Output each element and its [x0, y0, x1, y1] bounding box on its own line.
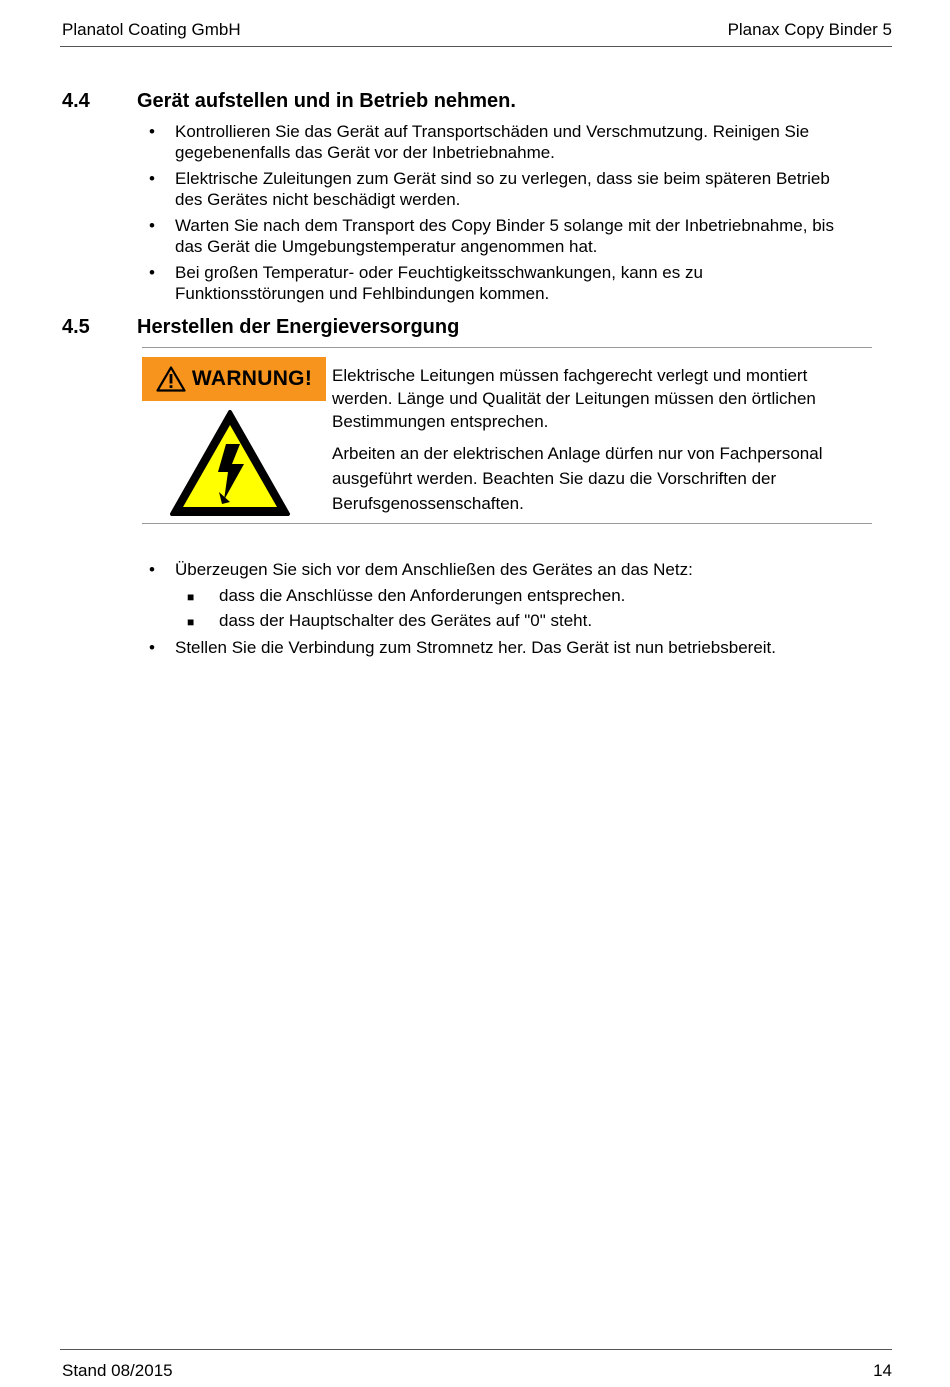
warning-line: Elektrische Leitungen müssen fachgerecht verlegt und montiert — [332, 366, 808, 385]
bullet-dot: • — [149, 263, 155, 282]
section-44-bullet-list — [149, 122, 879, 304]
list-item-line: Kontrollieren Sie das Gerät auf Transportschäden und Verschmutzung. Reinigen Sie — [175, 122, 810, 141]
list-item-line: gegebenenfalls das Gerät vor der Inbetriebnahme. — [175, 142, 555, 162]
header-rule — [60, 46, 892, 47]
page-number: 14 — [873, 1361, 892, 1380]
sub-list-item-text: dass der Hauptschalter des Gerätes auf "0" steht. — [219, 611, 593, 630]
bullet-dot: • — [149, 169, 155, 188]
warning-top-rule — [142, 347, 872, 348]
warning-label: WARNUNG! — [191, 367, 313, 390]
list-item — [149, 169, 879, 210]
header-product: Planax Copy Binder 5 — [727, 20, 892, 39]
warning-bottom-rule — [142, 523, 872, 524]
warning-paragraph-1 — [332, 364, 862, 433]
list-item-text: Stellen Sie die Verbindung zum Stromnetz her. Das Gerät ist nun betriebsbereit. — [175, 637, 776, 657]
list-item-text: Überzeugen Sie sich vor dem Anschließen des Gerätes an das Netz: — [175, 560, 693, 579]
bullet-dot: • — [149, 122, 155, 141]
bullet-dot: • — [149, 637, 155, 657]
warning-triangle-icon — [156, 366, 186, 392]
warning-line: ausgeführt werden. Beachten Sie dazu die Vorschriften der — [332, 469, 777, 488]
list-item — [149, 122, 879, 163]
footer-date: Stand 08/2015 — [62, 1361, 173, 1380]
warning-line: Arbeiten an der elektrischen Anlage dürfen nur von Fachpersonal — [332, 444, 823, 463]
list-item-line: Bei großen Temperatur- oder Feuchtigkeitsschwankungen, kann es zu — [175, 263, 703, 282]
warning-line: Bestimmungen entsprechen. — [332, 412, 549, 431]
section-44-heading — [62, 90, 516, 113]
list-item — [149, 216, 879, 257]
list-item — [149, 638, 879, 659]
section-45-bullet-list — [149, 560, 879, 658]
sub-list-item — [149, 586, 879, 607]
electrical-hazard-icon — [168, 408, 292, 518]
section-45-number: 4.5 — [62, 316, 90, 338]
square-bullet-icon: ■ — [187, 589, 195, 604]
warning-line: Berufsgenossenschaften. — [332, 494, 524, 513]
list-item — [149, 263, 879, 304]
list-item — [149, 560, 879, 581]
square-bullet-icon: ■ — [187, 615, 195, 629]
section-44-title: Gerät aufstellen und in Betrieb nehmen. — [137, 90, 516, 112]
list-item-line: das Gerät die Umgebungstemperatur angenommen hat. — [175, 236, 598, 256]
header-company: Planatol Coating GmbH — [62, 20, 241, 39]
section-45-heading — [62, 316, 459, 339]
sub-list-item-text: dass die Anschlüsse den Anforderungen entsprechen. — [219, 585, 626, 605]
sub-list-item — [149, 611, 879, 632]
list-item-line: Elektrische Zuleitungen zum Gerät sind so zu verlegen, dass sie beim späteren Betrieb — [175, 169, 830, 188]
footer-rule — [60, 1349, 892, 1350]
list-item-line: Warten Sie nach dem Transport des Copy Binder 5 solange mit der Inbetriebnahme, bis — [175, 216, 834, 235]
warning-paragraph-2 — [332, 441, 862, 516]
bullet-dot: • — [149, 216, 155, 235]
list-item-line: des Gerätes nicht beschädigt werden. — [175, 189, 461, 209]
bullet-dot: • — [149, 560, 155, 579]
section-44-number: 4.4 — [62, 90, 90, 112]
section-45-title: Herstellen der Energieversorgung — [137, 316, 460, 338]
warning-line: werden. Länge und Qualität der Leitungen müssen den örtlichen — [332, 389, 816, 408]
warning-badge — [142, 357, 326, 401]
list-item-line: Funktionsstörungen und Fehlbindungen kommen. — [175, 283, 550, 303]
